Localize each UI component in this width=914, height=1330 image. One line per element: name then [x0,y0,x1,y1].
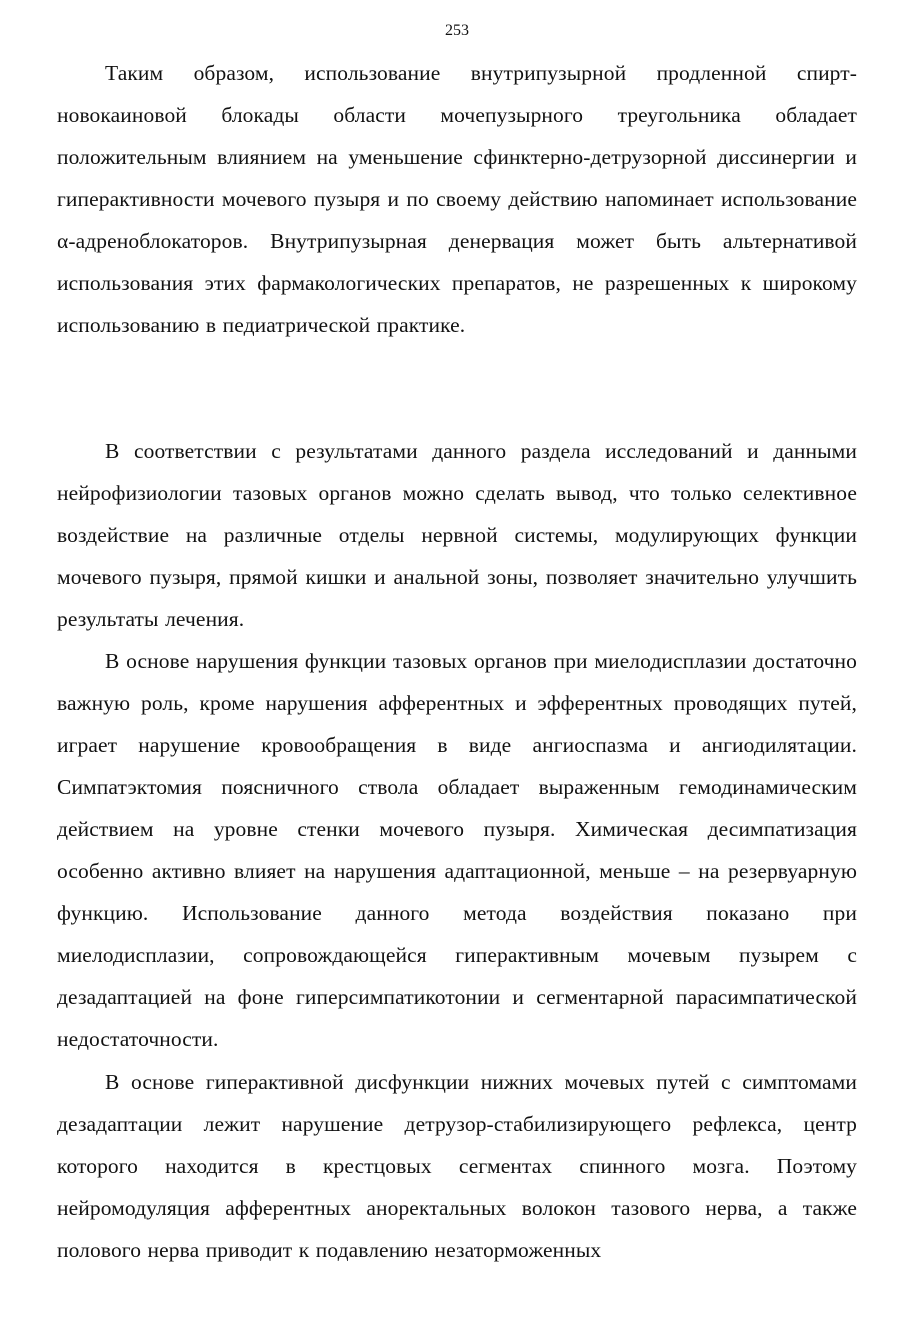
paragraph-3: В основе нарушения функции тазовых органов при миелодисплазии достаточно важную роль, кроме нарушения афферентных и эфферентных проводящих путей, играет нарушение кровообращения в виде ангиоспазма и ангиодилятации. Симпатэктомия поясничного ствола обладает выраженным гемодинамическим действием на уровне стенки мочевого пузыря. Химическая десимпатизация особенно активно влияет на нарушения адаптационной, меньше – на резервуарную функцию. Использование данного метода воздействия показано при миелодисплазии, сопровождающейся гиперактивным мочевым пузырем с дезадаптацией на фоне гиперсимпатикотонии и сегментарной парасимпатической недостаточности. [57,649,857,1051]
paragraph-1: Таким образом, использование внутрипузырной продленной спирт-новокаиновой блокады области мочепузырного треугольника обладает положительным влиянием на уменьшение сфинктерно-детрузорной диссинергии и гиперактивности мочевого пузыря и по своему действию напоминает использование α-адреноблокаторов. Внутрипузырная денервация может быть альтернативой использования этих фармакологических препаратов, не разрешенных к широкому использованию в педиатрической практике. [57,61,857,337]
paragraph-1-block [57,52,857,346]
paragraph-4: В основе гиперактивной дисфункции нижних мочевых путей с симптомами дезадаптации лежит нарушение детрузор-стабилизирующего рефлекса, центр которого находится в крестцовых сегментах спинного мозга. Поэтому нейромодуляция афферентных аноректальных волокон тазового нерва, а также полового нерва приводит к подавлению незаторможенных [57,1070,857,1262]
paragraph-2-block [57,430,857,640]
paragraph-3-block [57,640,857,1060]
page-number: 253 [445,22,469,39]
paragraph-4-block [57,1061,857,1271]
paragraph-2: В соответствии с результатами данного раздела исследований и данными нейрофизиологии тазовых органов можно сделать вывод, что только селективное воздействие на различные отделы нервной системы, модулирующих функции мочевого пузыря, прямой кишки и анальной зоны, позволяет значительно улучшить результаты лечения. [57,439,857,631]
